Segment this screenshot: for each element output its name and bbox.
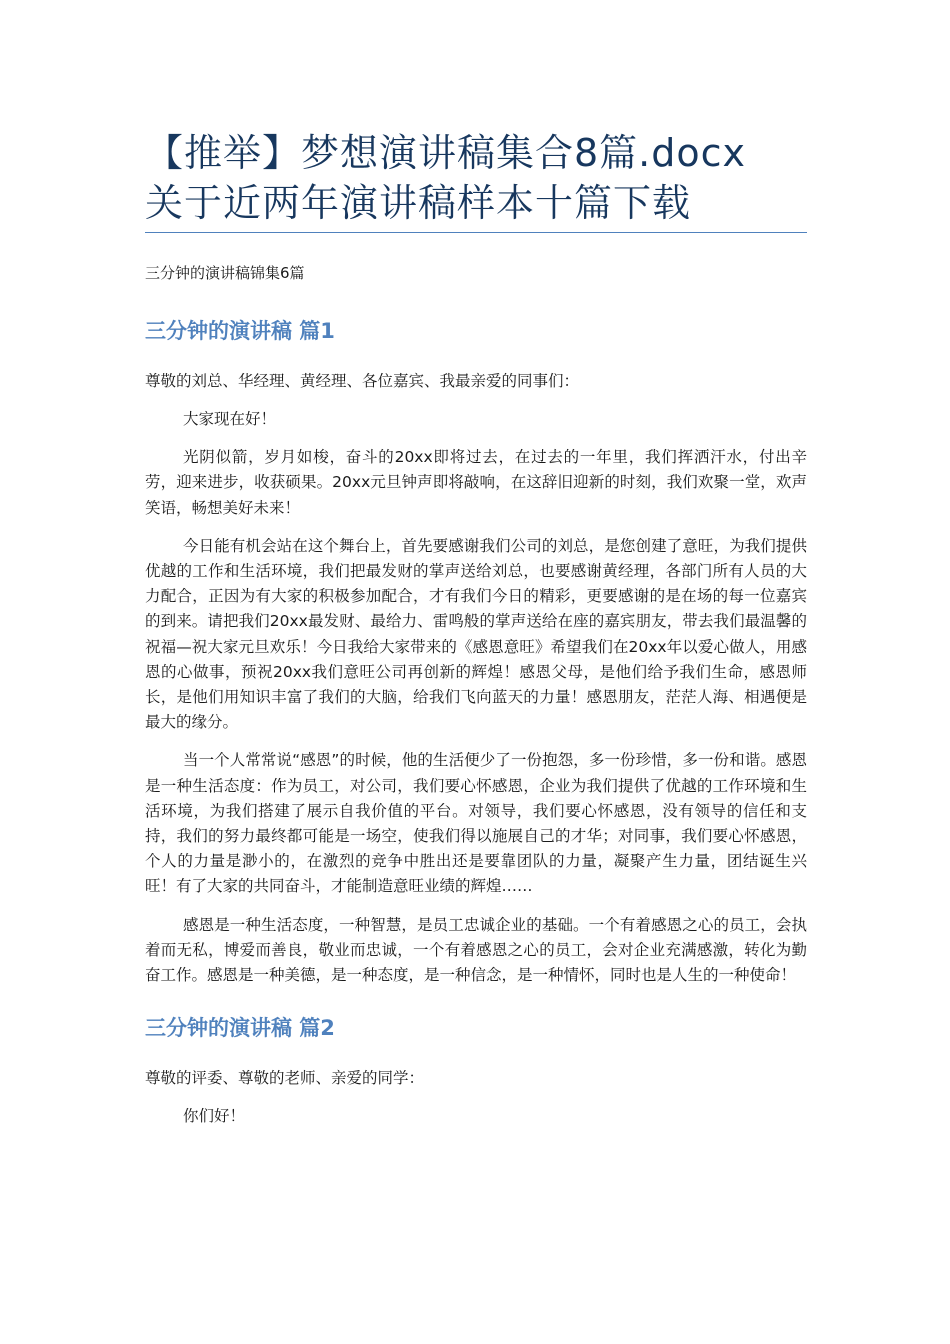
title-divider	[145, 232, 807, 233]
section-1-paragraph-1: 光阴似箭，岁月如梭，奋斗的20xx即将过去，在过去的一年里，我们挥洒汗水，付出辛劳，迎来进步，收获硕果。20xx元旦钟声即将敲响，在这辞旧迎新的时刻，我们欢聚一堂，欢声笑语，畅想美好未来！	[145, 448, 807, 517]
section-heading-1: 三分钟的演讲稿 篇1	[145, 319, 335, 343]
section-1-paragraph-3: 当一个人常常说“感恩”的时候，他的生活便少了一份抱怨，多一份珍惜，多一份和谐。感恩是一种生活态度：作为员工，对公司，我们要心怀感恩，企业为我们提供了优越的工作环境和生活环境，为我们搭建了展示自我价值的平台。对领导，我们要心怀感恩，没有领导的信任和支持，我们的努力最终都可能是一场空，使我们得以施展自己的才华；对同事，我们要心怀感恩，个人的力量是渺小的，在激烈的竞争中胜出还是要靠团队的力量，凝聚产生力量，团结诞生兴旺！有了大家的共同奋斗，才能制造意旺业绩的辉煌……	[145, 751, 807, 896]
document-title-line-1: 【推举】梦想演讲稿集合8篇.docx	[145, 131, 747, 175]
section-heading-2: 三分钟的演讲稿 篇2	[145, 1016, 335, 1041]
document-subtitle: 三分钟的演讲稿锦集6篇	[145, 264, 305, 282]
document-title	[145, 128, 807, 228]
section-1-paragraph-2: 今日能有机会站在这个舞台上，首先要感谢我们公司的刘总，是您创建了意旺，为我们提供优越的工作和生活环境，我们把最发财的掌声送给刘总，也要感谢黄经理，各部门所有人员的大力配合，正因为有大家的积极参加配合，才有我们今日的精彩，更要感谢的是在场的每一位嘉宾的到来。请把我们20xx最发财、最给力、雷鸣般的掌声送给在座的嘉宾朋友，带去我们最温馨的祝福—祝大家元旦欢乐！今日我给大家带来的《感恩意旺》希望我们在20xx年以爱心做人，用感恩的心做事，预祝20xx我们意旺公司再创新的辉煌！感恩父母，是他们给予我们生命，感恩师长，是他们用知识丰富了我们的大脑，给我们飞向蓝天的力量！感恩朋友，茫茫人海、相遇便是最大的缘分。	[145, 536, 807, 732]
document-page	[145, 128, 807, 1129]
section-1-greeting: 大家现在好！	[183, 410, 277, 428]
section-2-salutation: 尊敬的评委、尊敬的老师、亲爱的同学：	[145, 1069, 425, 1088]
document-title-line-2: 关于近两年演讲稿样本十篇下载	[145, 181, 692, 225]
section-1-salutation: 尊敬的刘总、华经理、黄经理、各位嘉宾、我最亲爱的同事们：	[145, 372, 580, 390]
section-2-greeting: 你们好！	[183, 1107, 246, 1126]
section-1-paragraph-4: 感恩是一种生活态度，一种智慧，是员工忠诚企业的基础。一个有着感恩之心的员工，会执着而无私，博爱而善良，敬业而忠诚，一个有着感恩之心的员工，会对企业充满感激，转化为勤奋工作。感恩是一种美德，是一种态度，是一种信念，是一种情怀，同时也是人生的一种使命！	[145, 915, 807, 985]
